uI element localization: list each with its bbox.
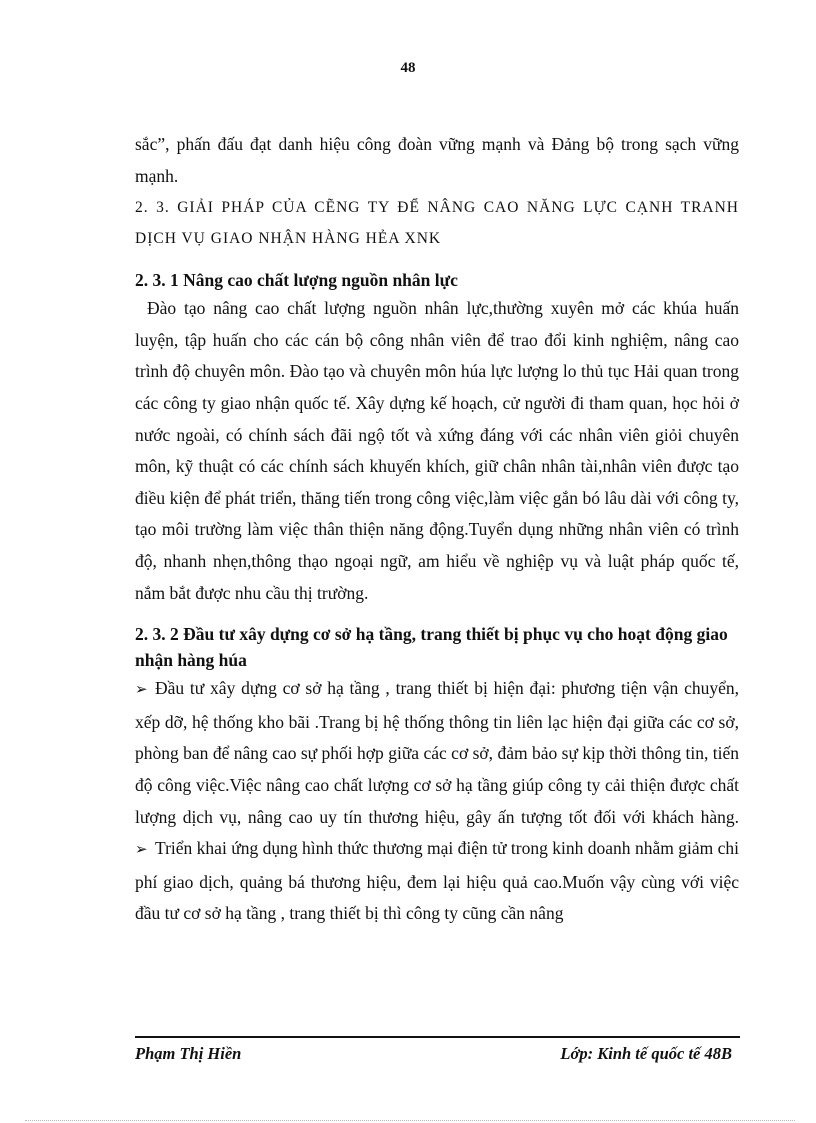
document-body [135, 129, 739, 930]
page-bottom-edge [25, 1120, 795, 1121]
footer-divider [135, 1036, 740, 1038]
bullet-paragraph-1 [135, 673, 739, 833]
intro-paragraph: sắc”, phấn đấu đạt danh hiệu công đoàn vững mạnh và Đảng bộ trong sạch vững mạnh. [135, 134, 739, 186]
bullet-paragraph-2 [135, 833, 739, 930]
footer-class-label: Lớp: Kinh tế quốc tế 48B [560, 1044, 732, 1063]
arrow-bullet-icon: ➢ [135, 842, 148, 859]
subsection-1-paragraph: Đào tạo nâng cao chất lượng nguồn nhân lực,thường xuyên mở các khúa huấn luyện, tập huấn cho các cán bộ công nhân viên để trao đổi kinh nghiệm, nâng cao trình độ chuyên môn. Đào tạo và chuyên môn húa lực lượng lo thủ tục Hải quan trong các công ty giao nhận quốc tế. Xây dựng kế hoạch, cử người đi tham quan, học hỏi ở nước ngoài, có chính sách đãi ngộ tốt và xứng đáng với các nhân viên giỏi chuyên môn, kỹ thuật có các chính sách khuyến khích, giữ chân nhân tài,nhân viên được tạo điều kiện để phát triển, thăng tiến trong công việc,làm việc gắn bó lâu dài với công ty, tạo môi trường làm việc thân thiện năng động.Tuyển dụng những nhân viên có trình độ, nhanh nhẹn,thông thạo ngoại ngữ, am hiểu về nghiệp vụ và luật pháp quốc tế, nắm bắt được nhu cầu thị trường. [135, 298, 739, 603]
bullet-2-text: Triển khai ứng dụng hình thức thương mại điện tử trong kinh doanh nhằm giảm chi phí giao dịch, quảng bá thương hiệu, đem lại hiệu quả cao.Muốn vậy cùng với việc đầu tư cơ sở hạ tầng , trang thiết bị thì công ty cũng cần nâng [135, 838, 739, 924]
arrow-bullet-icon: ➢ [135, 682, 148, 699]
subsection-heading-2: 2. 3. 2 Đầu tư xây dựng cơ sở hạ tầng, trang thiết bị phục vụ cho hoạt động giao nhận hàng húa [135, 624, 728, 671]
subsection-heading-1: 2. 3. 1 Nâng cao chất lượng nguồn nhân lực [135, 270, 458, 291]
page-number: 48 [400, 60, 416, 76]
footer-author: Phạm Thị Hiền [135, 1044, 242, 1063]
section-heading: 2. 3. GIẢI PHÁP CỦA CẼNG TY ĐỂ NÂNG CAO NĂNG LỰC CẠNH TRANH DỊCH VỤ GIAO NHẬN HÀNG HẺA XNK [135, 199, 739, 248]
bullet-1-text: Đầu tư xây dựng cơ sở hạ tầng , trang thiết bị hiện đại: phương tiện vận chuyển, xếp dỡ, hệ thống kho bãi .Trang bị hệ thống thông tin liên lạc hiện đại giữa các cơ sở, phòng ban để nâng cao sự phối hợp giữa các cơ sở, đảm bảo sự kịp thời thông tin, tiến độ công việc.Việc nâng cao chất lượng cơ sở hạ tầng giúp công ty cải thiện được chất lượng dịch vụ, nâng cao uy tín thương hiệu, gây ấn tượng tốt đối với khách hàng. [135, 678, 739, 827]
